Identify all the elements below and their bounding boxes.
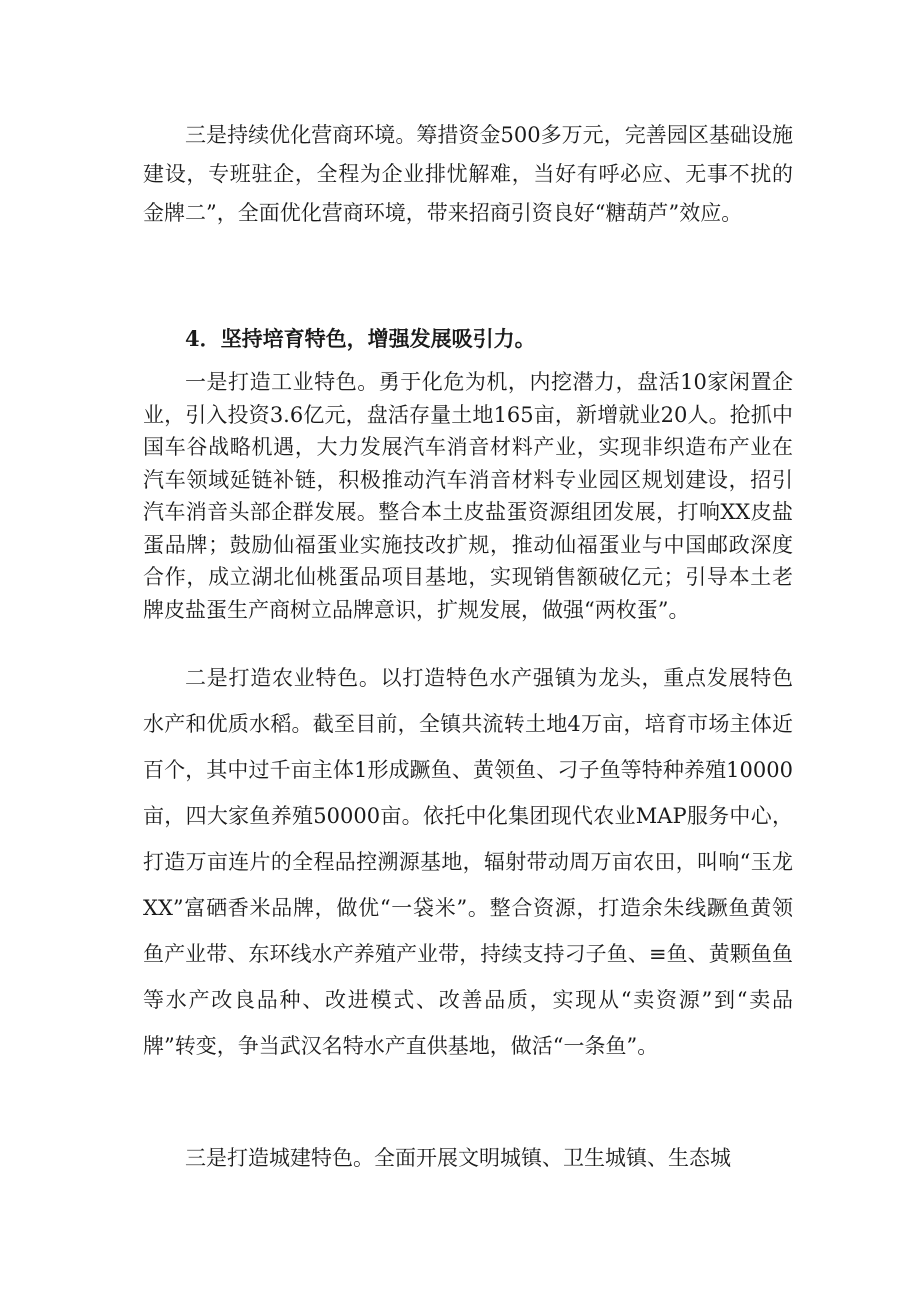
paragraph-industry-feature: 一是打造工业特色。勇于化危为机，内挖潜力，盘活10家闲置企业，引入投资3.6亿元，盘活存量土地165亩，新增就业20人。抢抓中国车谷战略机遇，大力发展汽车消音材料产业，实现非织造布产业在汽车领域延链补链，积极推动汽车消音材料专业园区规划建设，招引汽车消音头部企群发展。整合本土皮盐蛋资源组团发展，打响XX皮盐蛋品牌；鼓励仙福蛋业实施技改扩规，推动仙福蛋业与中国邮政深度合作，成立湖北仙桃蛋品项目基地，实现销售额破亿元；引导本土老牌皮盐蛋生产商树立品牌意识，扩规发展，做强“两枚蛋”。 <box>143 370 793 622</box>
section-heading: 4．坚持培育特色，增强发展吸引力。 <box>185 326 536 351</box>
paragraph-urban-feature: 三是打造城建特色。全面开展文明城镇、卫生城镇、生态城 <box>185 1146 731 1170</box>
paragraph-business-environment: 三是持续优化营商环境。筹措资金500多万元，完善园区基础设施建设，专班驻企，全程为企业排忧解难，当好有呼必应、无事不扰的金牌二”，全面优化营商环境，带来招商引资良好“糖葫芦”效应。 <box>143 123 793 225</box>
paragraph-agriculture-feature: 二是打造农业特色。以打造特色水产强镇为龙头，重点发展特色水产和优质水稻。截至目前，全镇共流转土地4万亩，培育市场主体近百个，其中过千亩主体1形成蹶鱼、黄领鱼、刁子鱼等特种养殖10000亩，四大家鱼养殖50000亩。依托中化集团现代农业MAP服务中心，打造万亩连片的全程品控溯源基地，辐射带动周万亩农田，叫响“玉龙XX”富硒香米品牌，做优“一袋米”。整合资源，打造余朱线蹶鱼黄领鱼产业带、东环线水产养殖产业带，持续支持刁子鱼、≡鱼、黄颗鱼鱼等水产改良品种、改进模式、改善品质，实现从“卖资源”到“卖品牌”转变，争当武汉名特水产直供基地，做活“一条鱼”。 <box>143 666 793 1058</box>
